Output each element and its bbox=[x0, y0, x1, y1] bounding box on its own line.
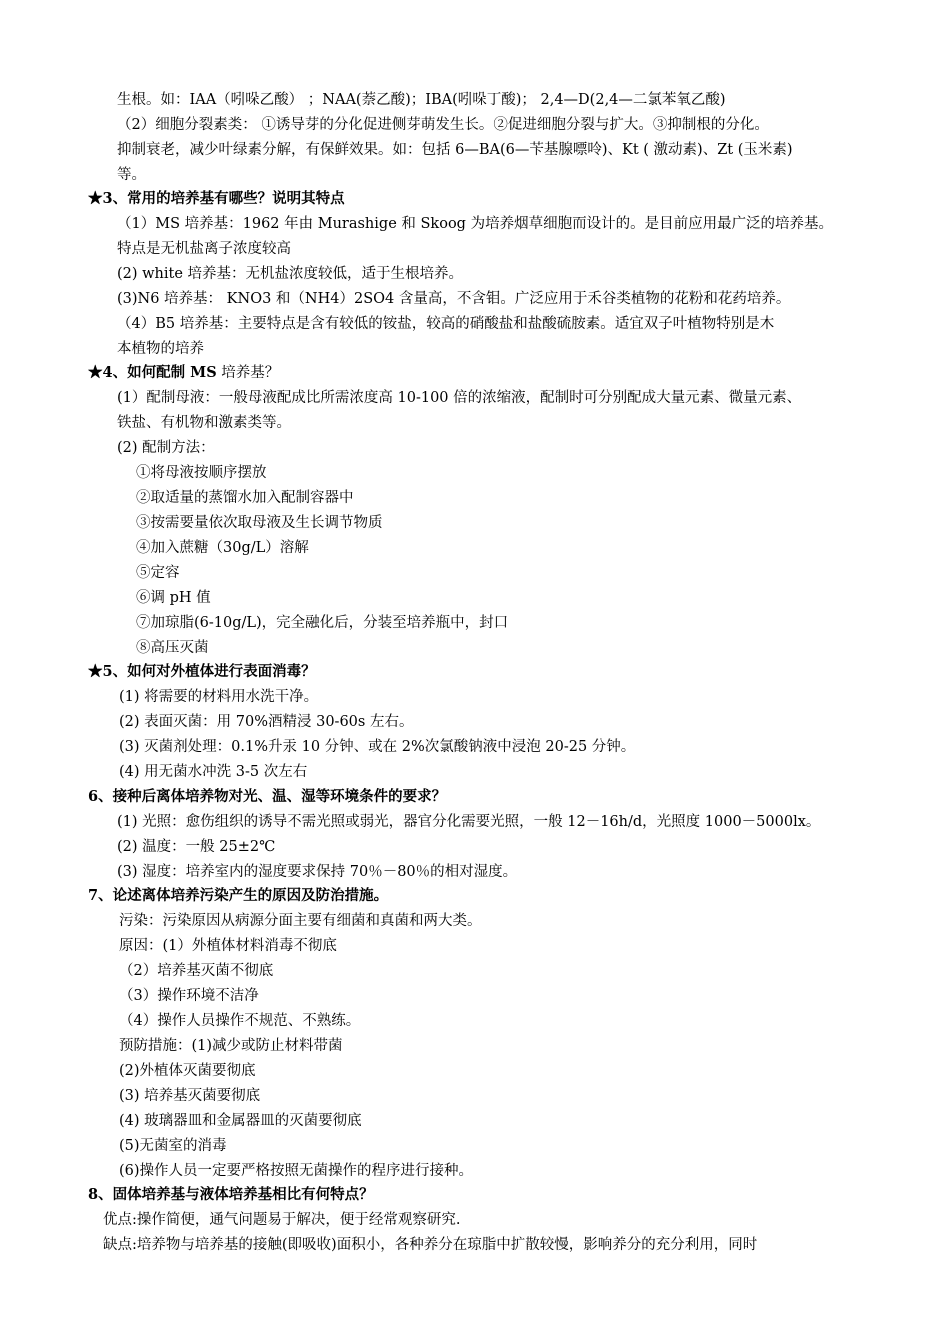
q8-heading: 8、固体培养基与液体培养基相比有何特点？ bbox=[88, 1186, 374, 1203]
q4-step: ⑧高压灭菌 bbox=[136, 640, 209, 656]
q7-line-1: 污染：污染原因从病源分面主要有细菌和真菌和两大类。 bbox=[119, 913, 482, 929]
q4-step: ①将母液按顺序摆放 bbox=[136, 465, 267, 481]
q8-line-2: 缺点:培养物与培养基的接触(即吸收)面积小，各种养分在琼脂中扩散较慢，影响养分的充分利用，同时 bbox=[103, 1237, 758, 1253]
q7-cause: （3）操作环境不洁净 bbox=[119, 988, 259, 1004]
q3-line-5: （4）B5 培养基：主要特点是含有较低的铵盐，较高的硝酸盐和盐酸硫胺素。适宜双子叶植物特别是木 bbox=[117, 316, 775, 332]
q5-item: (2) 表面灭菌：用 70%酒精浸 30-60s 左右。 bbox=[119, 714, 414, 730]
q5-heading: ★5、如何对外植体进行表面消毒？ bbox=[88, 663, 316, 680]
q4-step: ④加入蔗糖（30g/L）溶解 bbox=[136, 540, 309, 556]
q6-item: (3) 湿度：培养室内的湿度要求保持 70％－80％的相对湿度。 bbox=[117, 864, 518, 880]
q4-step: ③按需要量依次取母液及生长调节物质 bbox=[136, 515, 383, 531]
q7-measure: (3) 培养基灭菌要彻底 bbox=[119, 1088, 261, 1104]
q7-heading: 7、论述离体培养污染产生的原因及防治措施。 bbox=[88, 887, 389, 904]
q4-step: ②取适量的蒸馏水加入配制容器中 bbox=[136, 490, 354, 506]
q8-line-1: 优点:操作简便，通气问题易于解决，便于经常观察研究. bbox=[103, 1212, 461, 1228]
q4-line-1: (1）配制母液：一般母液配成比所需浓度高 10-100 倍的浓缩液，配制时可分别配成大量元素、微量元素、 bbox=[117, 390, 802, 406]
q7-line-3: 预防措施：(1)减少或防止材料带菌 bbox=[119, 1038, 343, 1054]
q7-measure: (6)操作人员一定要严格按照无菌操作的程序进行接种。 bbox=[119, 1163, 474, 1179]
intro-line-2: （2）细胞分裂素类： ①诱导芽的分化促进侧芽萌发生长。②促进细胞分裂与扩大。③抑制根的分化。 bbox=[117, 117, 769, 133]
intro-line-1: 生根。如：IAA（吲哚乙酸） ；NAA(萘乙酸)；IBA(吲哚丁酸)； 2,4—D(2,4—二氯苯氧乙酸) bbox=[117, 92, 726, 108]
q3-line-3: (2) white 培养基：无机盐浓度较低，适于生根培养。 bbox=[117, 266, 464, 282]
q7-measure: (4) 玻璃器皿和金属器皿的灭菌要彻底 bbox=[119, 1113, 362, 1129]
q4-step: ⑦加琼脂(6-10g/L)，完全融化后，分装至培养瓶中，封口 bbox=[136, 615, 509, 631]
q6-item: (1) 光照：愈伤组织的诱导不需光照或弱光，器官分化需要光照，一般 12－16h/d，光照度 1000－5000lx。 bbox=[117, 814, 821, 830]
q4-step: ⑥调 pH 值 bbox=[136, 590, 211, 606]
q3-heading: ★3、常用的培养基有哪些？说明其特点 bbox=[88, 190, 345, 207]
q4-heading-post: 培养基？ bbox=[216, 365, 280, 381]
q5-item: (1) 将需要的材料用水洗干净。 bbox=[119, 689, 319, 705]
q3-line-6: 本植物的培养 bbox=[117, 341, 204, 357]
q5-item: (4) 用无菌水冲洗 3-5 次左右 bbox=[119, 764, 308, 780]
q6-heading: 6、接种后离体培养物对光、温、湿等环境条件的要求？ bbox=[88, 788, 447, 805]
q7-cause: （4）操作人员操作不规范、不熟练。 bbox=[119, 1013, 361, 1029]
q4-heading bbox=[88, 363, 279, 383]
q3-line-2: 特点是无机盐离子浓度较高 bbox=[117, 241, 291, 257]
q3-line-4: (3)N6 培养基： KNO3 和（NH4）2SO4 含量高，不含钼。广泛应用于禾谷类植物的花粉和花药培养。 bbox=[117, 291, 791, 307]
q4-heading-pre: ★4、如何配制 bbox=[88, 364, 191, 381]
q4-line-3: (2) 配制方法： bbox=[117, 440, 215, 456]
q3-line-1: （1）MS 培养基：1962 年由 Murashige 和 Skoog 为培养烟草细胞而设计的。是目前应用最广泛的培养基。 bbox=[117, 216, 834, 232]
q7-cause: （2）培养基灭菌不彻底 bbox=[119, 963, 274, 979]
q4-heading-ms: MS bbox=[190, 364, 217, 381]
q7-measure: (5)无菌室的消毒 bbox=[119, 1138, 227, 1154]
q7-line-2: 原因：(1）外植体材料消毒不彻底 bbox=[119, 938, 337, 954]
q5-item: (3) 灭菌剂处理：0.1%升汞 10 分钟、或在 2%次氯酸钠液中浸泡 20-25 分钟。 bbox=[119, 739, 636, 755]
q7-measure: (2)外植体灭菌要彻底 bbox=[119, 1063, 256, 1079]
intro-line-4: 等。 bbox=[117, 167, 146, 183]
q4-step: ⑤定容 bbox=[136, 565, 180, 581]
q4-line-2: 铁盐、有机物和激素类等。 bbox=[117, 415, 291, 431]
q6-item: (2) 温度：一般 25±2℃ bbox=[117, 839, 276, 855]
intro-line-3: 抑制衰老，减少叶绿素分解，有保鲜效果。如：包括 6—BA(6—苄基腺嘌呤)、Kt ( 激动素)、Zt (玉米素) bbox=[117, 142, 793, 158]
